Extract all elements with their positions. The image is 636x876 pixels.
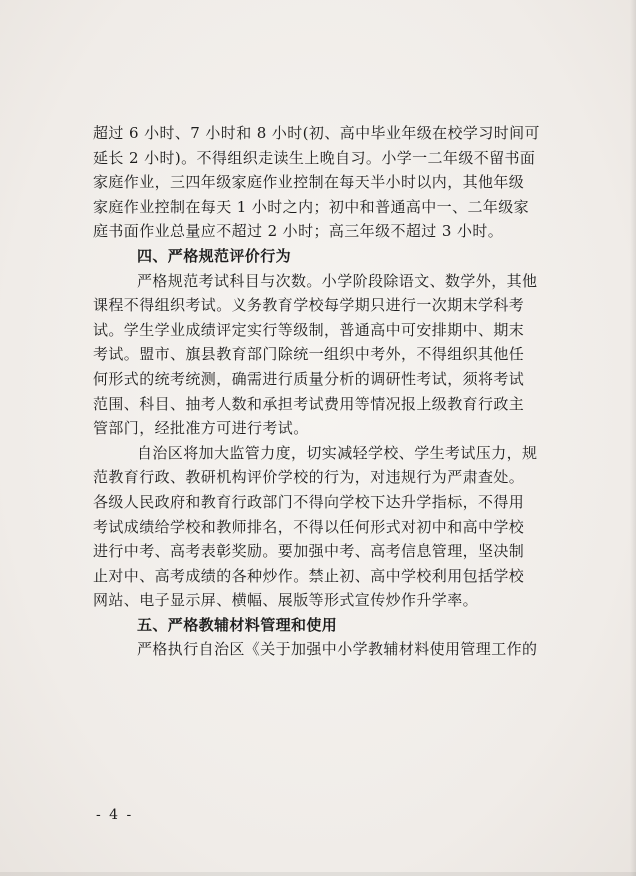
text-line: 各级人民政府和教育行政部门不得向学校下达升学指标，不得用 xyxy=(93,492,525,511)
text-line: 超过 6 小时、7 小时和 8 小时(初、高中毕业年级在校学习时间可 xyxy=(93,124,540,142)
text-line: 家庭作业，三四年级家庭作业控制在每天半小时以内，其他年级 xyxy=(93,173,525,192)
text-line: 网站、电子显示屏、横幅、展版等形式宣传炒作升学率。 xyxy=(93,591,479,610)
text-line: 延长 2 小时)。不得组织走读生上晚自习。小学一二年级不留书面 xyxy=(93,148,536,167)
section-heading: 五、严格教辅材料管理和使用 xyxy=(137,615,338,634)
section-heading: 四、严格规范评价行为 xyxy=(137,246,292,265)
text-line: 进行中考、高考表彰奖励。要加强中考、高考信息管理，坚决制 xyxy=(93,542,525,561)
text-line: 自治区将加大监管力度，切实减轻学校、学生考试压力，规 xyxy=(137,443,538,462)
page-bottom-edge xyxy=(0,872,636,876)
body-text xyxy=(93,121,559,662)
text-line: 止对中、高考成绩的各种炒作。禁止初、高中学校利用包括学校 xyxy=(93,566,525,585)
text-line: 何形式的统考统测，确需进行质量分析的调研性考试，须将考试 xyxy=(93,369,525,388)
text-line: 庭书面作业总量应不超过 2 小时；高三年级不超过 3 小时。 xyxy=(93,222,504,241)
page-number: - 4 - xyxy=(96,807,134,823)
text-line: 家庭作业控制在每天 1 小时之内；初中和普通高中一、二年级家 xyxy=(93,197,530,216)
text-line: 考试。盟市、旗县教育部门除统一组织中考外，不得组织其他任 xyxy=(93,345,525,364)
text-line: 严格规范考试科目与次数。小学阶段除语文、数学外，其他 xyxy=(137,271,538,290)
text-line: 课程不得组织考试。义务教育学校每学期只进行一次期末学科考 xyxy=(93,296,525,315)
text-line: 严格执行自治区《关于加强中小学教辅材料使用管理工作的 xyxy=(137,640,538,659)
text-line: 考试成绩给学校和教师排名，不得以任何形式对初中和高中学校 xyxy=(93,517,525,536)
page-edge-shadow xyxy=(630,0,636,876)
text-line: 范围、科目、抽考人数和承担考试费用等情况报上级教育行政主 xyxy=(93,394,525,413)
text-line: 试。学生学业成绩评定实行等级制，普通高中可安排期中、期末 xyxy=(93,320,525,339)
text-line: 范教育行政、教研机构评价学校的行为，对违规行为严肃查处。 xyxy=(93,468,525,487)
text-line: 管部门，经批准方可进行考试。 xyxy=(93,419,309,438)
